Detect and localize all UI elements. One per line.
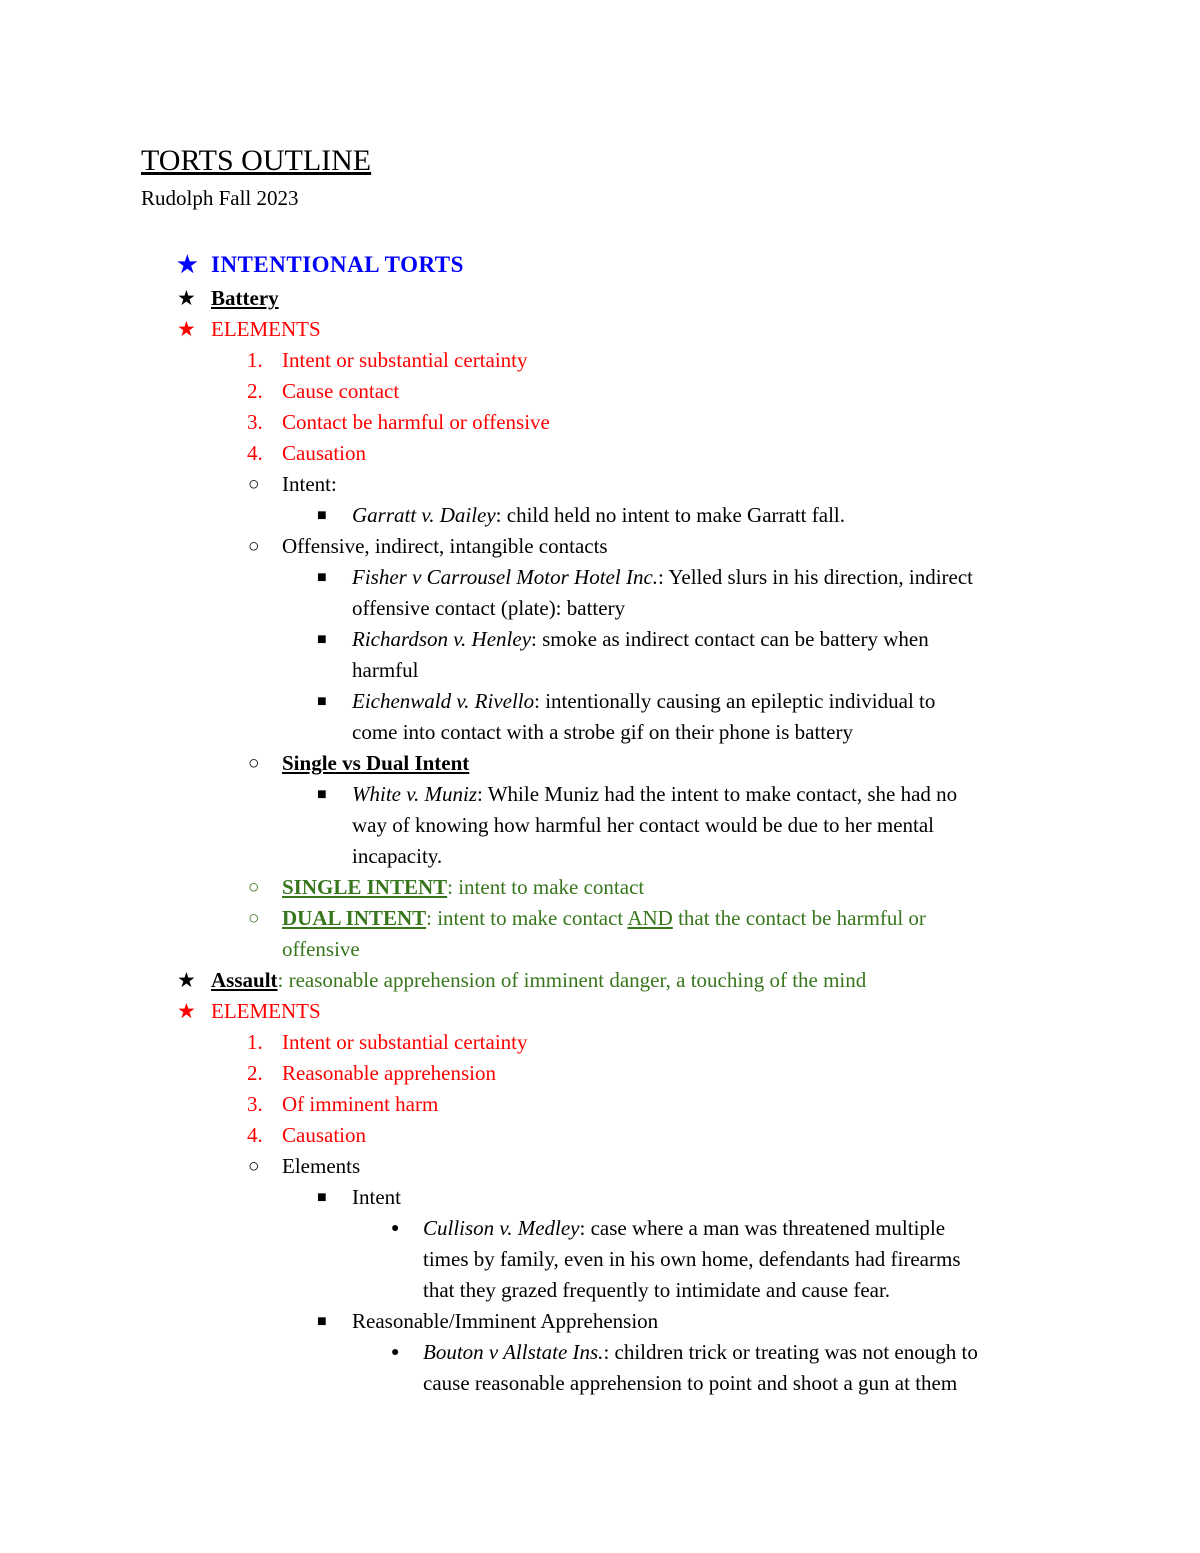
element-text: Causation: [282, 1123, 366, 1147]
circle-bullet-icon: ○: [248, 536, 260, 557]
case-summary-continued: that they grazed frequently to intimidate and cause fear.: [423, 1278, 891, 1302]
star-icon: ★: [177, 286, 196, 310]
square-bullet-icon: ■: [317, 507, 327, 524]
page-subtitle: Rudolph Fall 2023: [141, 186, 299, 210]
battery-heading: Battery: [211, 286, 279, 310]
circle-bullet-icon: ○: [248, 1156, 260, 1177]
circle-bullet-icon: ○: [248, 877, 260, 898]
case-summary-continued: cause reasonable apprehension to point and shoot a gun at them: [423, 1371, 958, 1395]
case-summary-continued: incapacity.: [352, 844, 443, 868]
assault-entry: [211, 965, 866, 996]
list-number: 4.: [247, 1123, 263, 1147]
square-bullet-icon: ■: [317, 693, 327, 710]
case-name: Bouton v Allstate Ins.: [423, 1340, 604, 1364]
case-name: Eichenwald v. Rivello: [352, 689, 535, 713]
element-text: Of imminent harm: [282, 1092, 439, 1116]
emphasis: AND: [627, 906, 673, 930]
definition: : intent to make contact: [447, 875, 645, 899]
assault-heading: Assault: [211, 968, 278, 992]
single-dual-label: Single vs Dual Intent: [282, 751, 470, 775]
intent-label: Intent: [352, 1185, 401, 1209]
definition-entry: [282, 903, 926, 934]
case-summary: : smoke as indirect contact can be battery when: [531, 627, 929, 651]
case-entry: [423, 1337, 978, 1368]
case-summary: : While Muniz had the intent to make contact, she had no: [477, 782, 958, 806]
term: DUAL INTENT: [282, 906, 427, 930]
circle-bullet-icon: ○: [248, 753, 260, 774]
list-number: 2.: [247, 379, 263, 403]
dot-bullet-icon: ●: [391, 1345, 400, 1360]
case-entry: [352, 500, 845, 531]
square-bullet-icon: ■: [317, 786, 327, 803]
case-entry: [352, 562, 973, 593]
square-bullet-icon: ■: [317, 569, 327, 586]
star-icon: ★: [177, 999, 196, 1023]
definition: : intent to make contact: [426, 906, 628, 930]
star-icon: ★: [177, 252, 198, 277]
circle-bullet-icon: ○: [248, 908, 260, 929]
case-summary: : children trick or treating was not enough to: [603, 1340, 978, 1364]
elements-label: Elements: [282, 1154, 361, 1178]
square-bullet-icon: ■: [317, 1189, 327, 1206]
case-name: White v. Muniz: [352, 782, 477, 806]
list-number: 3.: [247, 410, 263, 434]
case-entry: [352, 686, 935, 717]
case-summary: : Yelled slurs in his direction, indirect: [658, 565, 974, 589]
case-summary: : child held no intent to make Garratt fall.: [495, 503, 845, 527]
element-text: Causation: [282, 441, 366, 465]
element-text: Reasonable apprehension: [282, 1061, 497, 1085]
definition-continued: offensive: [282, 937, 360, 961]
case-summary: : intentionally causing an epileptic individual to: [534, 689, 936, 713]
case-entry: [352, 624, 929, 655]
offensive-label: Offensive, indirect, intangible contacts: [282, 534, 608, 558]
square-bullet-icon: ■: [317, 1313, 327, 1330]
elements-heading: ELEMENTS: [211, 317, 321, 341]
list-number: 1.: [247, 348, 263, 372]
case-summary-continued: come into contact with a strobe gif on their phone is battery: [352, 720, 853, 744]
case-summary-continued: way of knowing how harmful her contact would be due to her mental: [352, 813, 935, 837]
elements-heading: ELEMENTS: [211, 999, 321, 1023]
element-text: Cause contact: [282, 379, 400, 403]
dot-bullet-icon: ●: [391, 1221, 400, 1236]
case-entry: [423, 1213, 945, 1244]
term: SINGLE INTENT: [282, 875, 448, 899]
star-icon: ★: [177, 968, 196, 992]
definition-entry: [282, 872, 644, 903]
section-heading: INTENTIONAL TORTS: [211, 252, 464, 277]
case-entry: [352, 779, 957, 810]
case-name: Garratt v. Dailey: [352, 503, 496, 527]
case-summary-continued: times by family, even in his own home, defendants had firearms: [423, 1247, 961, 1271]
element-text: Intent or substantial certainty: [282, 1030, 528, 1054]
list-number: 2.: [247, 1061, 263, 1085]
element-text: Intent or substantial certainty: [282, 348, 528, 372]
case-name: Fisher v Carrousel Motor Hotel Inc.: [352, 565, 659, 589]
case-summary-continued: offensive contact (plate): battery: [352, 596, 626, 620]
case-name: Cullison v. Medley: [423, 1216, 580, 1240]
case-name: Richardson v. Henley: [352, 627, 532, 651]
element-text: Contact be harmful or offensive: [282, 410, 550, 434]
case-summary: : case where a man was threatened multiple: [579, 1216, 946, 1240]
list-number: 1.: [247, 1030, 263, 1054]
square-bullet-icon: ■: [317, 631, 327, 648]
definition: that the contact be harmful or: [672, 906, 926, 930]
case-summary-continued: harmful: [352, 658, 419, 682]
intent-label: Intent:: [282, 472, 337, 496]
circle-bullet-icon: ○: [248, 474, 260, 495]
page-title: TORTS OUTLINE: [141, 144, 372, 177]
list-number: 3.: [247, 1092, 263, 1116]
apprehension-label: Reasonable/Imminent Apprehension: [352, 1309, 659, 1333]
assault-definition: : reasonable apprehension of imminent danger, a touching of the mind: [277, 968, 867, 992]
list-number: 4.: [247, 441, 263, 465]
star-icon: ★: [177, 317, 196, 341]
